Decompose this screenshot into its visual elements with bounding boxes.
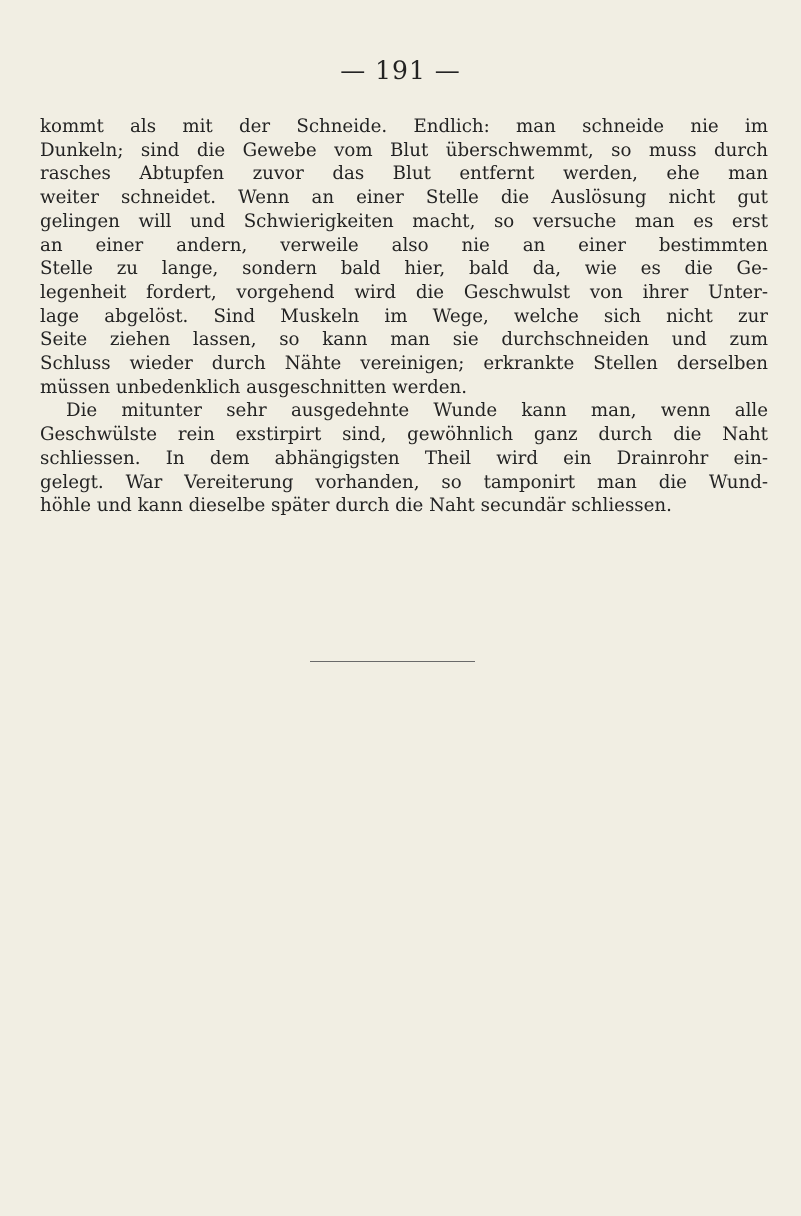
text-line: lage abgelöst. Sind Muskeln im Wege, welche sich nicht zur [40,305,768,327]
footer-divider [310,661,475,662]
text-line: kommt als mit der Schneide. Endlich: man schneide nie im [40,116,768,137]
text-line: rasches Abtupfen zuvor das Blut entfernt werden, ehe man [40,163,768,185]
text-line: höhle und kann dieselbe später durch die Naht secundär schliessen. [40,495,672,517]
body-text [40,115,768,518]
text-line: Stelle zu lange, sondern bald hier, bald da, wie es die Ge- [40,258,768,280]
text-line: schliessen. In dem abhängigsten Theil wird ein Drainrohr ein- [40,447,768,469]
page-number: — 191 — [340,56,461,85]
text-line: gelingen will und Schwierigkeiten macht, so versuche man es erst [40,210,768,232]
text-line: legenheit fordert, vorgehend wird die Geschwulst von ihrer Unter- [40,281,768,303]
text-line: Seite ziehen lassen, so kann man sie durchschneiden und zum [40,329,768,351]
text-line: an einer andern, verweile also nie an einer bestimmten [40,234,768,256]
text-line: müssen unbedenklich ausgeschnitten werden. [40,376,468,398]
text-line: Schluss wieder durch Nähte vereinigen; erkrankte Stellen derselben [40,353,768,375]
text-line: gelegt. War Vereiterung vorhanden, so tamponirt man die Wund- [40,471,768,493]
text-line: Dunkeln; sind die Gewebe vom Blut überschwemmt, so muss durch [40,139,768,161]
text-line: Die mitunter sehr ausgedehnte Wunde kann man, wenn alle [66,400,768,422]
text-line: Geschwülste rein exstirpirt sind, gewöhnlich ganz durch die Naht [40,424,768,446]
text-line: weiter schneidet. Wenn an einer Stelle die Auslösung nicht gut [40,187,768,209]
